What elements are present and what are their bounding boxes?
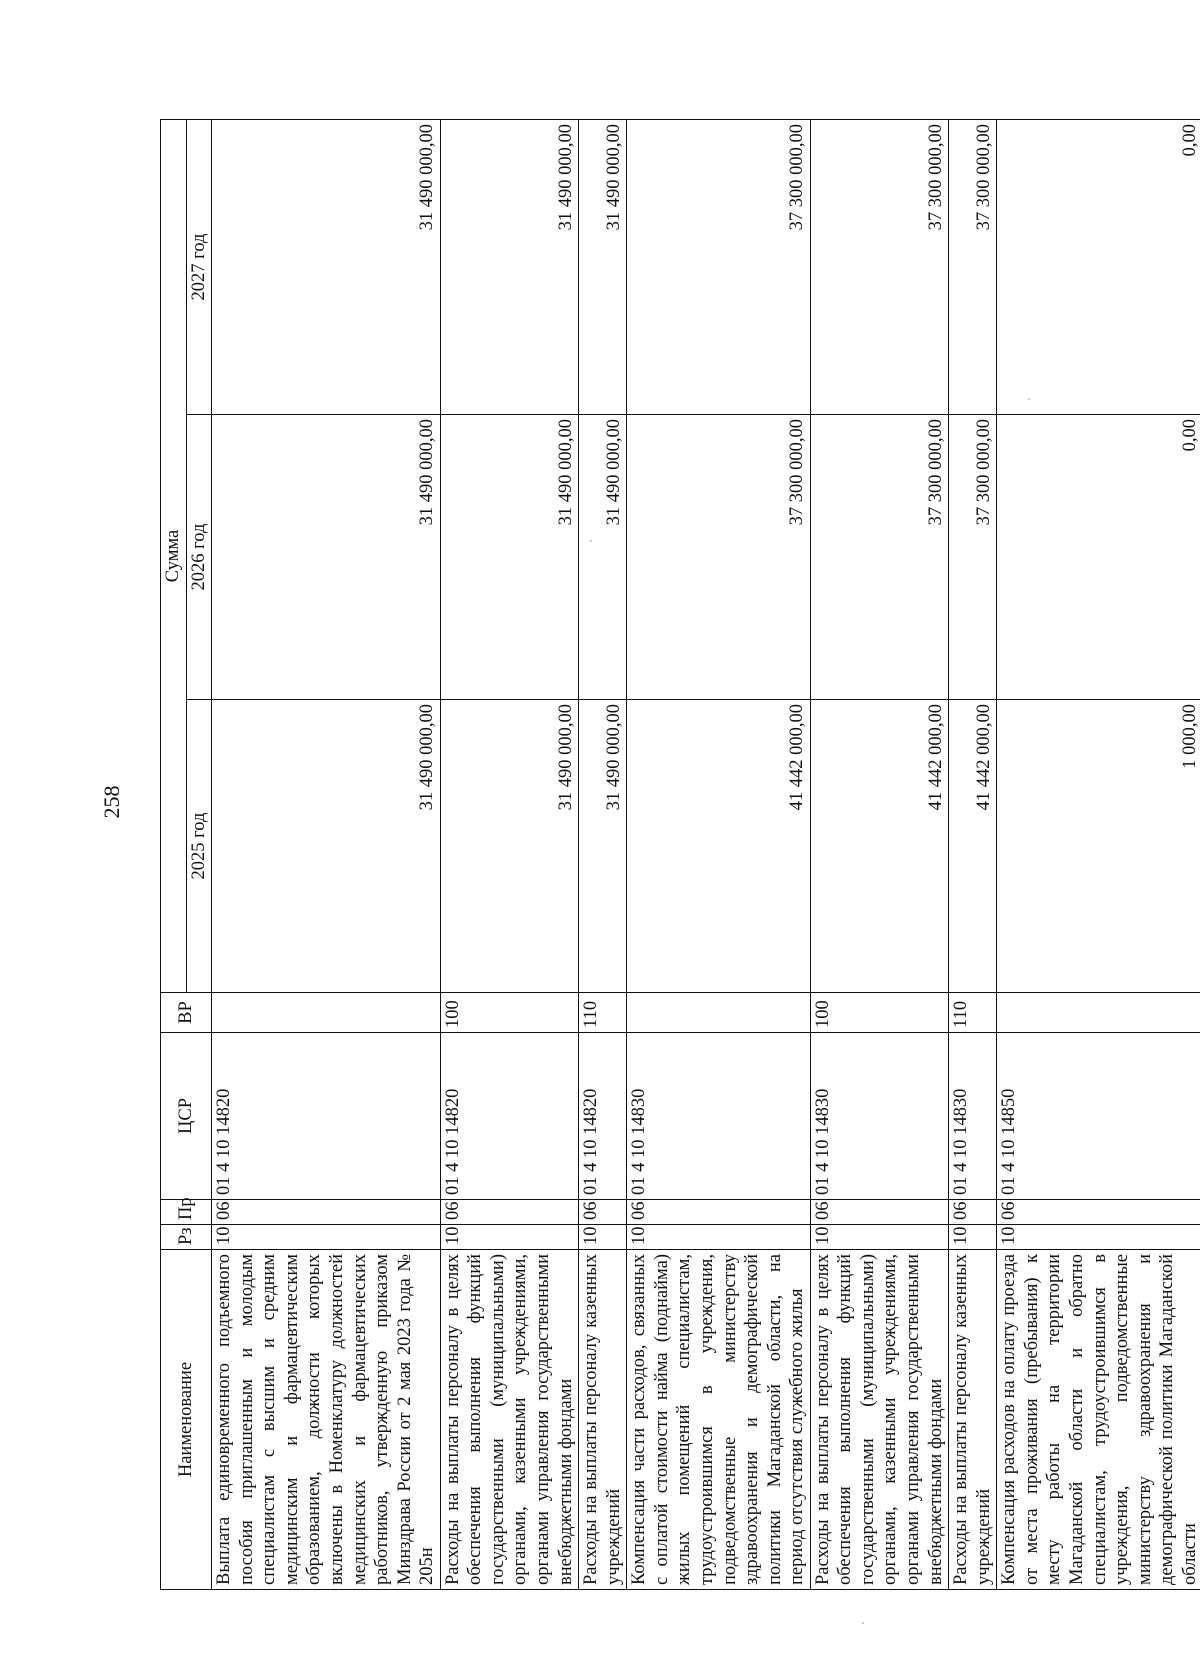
row-amount-2027: 31 490 000,00: [440, 119, 578, 414]
table-row: [212, 119, 441, 1589]
row-pr: 06: [949, 1200, 997, 1225]
row-pr: 06: [440, 1200, 578, 1225]
row-rz: 10: [440, 1225, 578, 1250]
row-name: Компенсация расходов на оплату проезда от места проживания (пребывания) к месту работы на территории Магаданской области и обратно специалистам, трудоустроившимся в учреждения, подведомственные министерству здравоохранения и демографической политики Магаданской области: [997, 1250, 1200, 1590]
row-csr: 01 4 10 14820: [440, 1033, 578, 1200]
row-csr: 01 4 10 14830: [810, 1033, 948, 1200]
row-amount-2027: 37 300 000,00: [627, 119, 811, 414]
row-amount-2025: 41 442 000,00: [627, 700, 811, 993]
row-amount-2026: 31 490 000,00: [440, 415, 578, 700]
row-pr: 06: [579, 1200, 627, 1225]
row-pr: 06: [997, 1200, 1200, 1225]
row-amount-2026: 37 300 000,00: [627, 415, 811, 700]
row-amount-2027: 31 490 000,00: [212, 119, 441, 414]
row-amount-2025: 41 442 000,00: [949, 700, 997, 993]
table-row: [579, 119, 627, 1589]
header-vr: ВР: [161, 993, 212, 1033]
row-rz: 10: [949, 1225, 997, 1250]
row-vr: 110: [579, 993, 627, 1033]
row-amount-2025: 31 490 000,00: [440, 700, 578, 993]
table-row: [440, 119, 578, 1589]
row-amount-2025: 31 490 000,00: [212, 700, 441, 993]
table-row: [997, 119, 1200, 1589]
header-year-2025: 2025 год: [186, 700, 212, 993]
row-amount-2025: 31 490 000,00: [579, 700, 627, 993]
header-year-2027: 2027 год: [186, 119, 212, 414]
row-amount-2026: 37 300 000,00: [810, 415, 948, 700]
row-csr: 01 4 10 14820: [212, 1033, 441, 1200]
row-name: Расходы на выплаты персоналу в целях обеспечения выполнения функций государственными (муниципальными) органами, казенными учреждениями, органами управления государственными внебюджетными фондами: [810, 1250, 948, 1590]
row-csr: 01 4 10 14820: [579, 1033, 627, 1200]
header-pr: Пр: [161, 1200, 212, 1225]
row-name: Выплата единовременного подъемного пособия приглашенным и молодым специалистам с высшим и средним медицинским и фармацевтическим образованием, должности которых включены в Номенклатуру должностей медицинских и фармацевтических работников, утвержденную приказом Минздрава России от 2 мая 2023 года № 205н: [212, 1250, 441, 1590]
row-amount-2025: 41 442 000,00: [810, 700, 948, 993]
row-pr: 06: [627, 1200, 811, 1225]
header-sum: Сумма: [161, 119, 187, 992]
row-vr: 100: [440, 993, 578, 1033]
row-rz: 10: [579, 1225, 627, 1250]
row-name: Расходы на выплаты персоналу казенных учреждений: [949, 1250, 997, 1590]
row-vr: [997, 993, 1200, 1033]
row-vr: [212, 993, 441, 1033]
row-csr: 01 4 10 14830: [949, 1033, 997, 1200]
row-pr: 06: [212, 1200, 441, 1225]
table-row: [810, 119, 948, 1589]
row-amount-2026: 31 490 000,00: [579, 415, 627, 700]
row-csr: 01 4 10 14830: [627, 1033, 811, 1200]
scan-speck: [862, 1622, 864, 1624]
row-vr: 100: [810, 993, 948, 1033]
row-amount-2027: 37 300 000,00: [810, 119, 948, 414]
table-row: [627, 119, 811, 1589]
page-number: 258: [99, 785, 124, 819]
row-rz: 10: [997, 1225, 1200, 1250]
header-year-2026: 2026 год: [186, 415, 212, 700]
row-rz: 10: [212, 1225, 441, 1250]
row-amount-2027: 31 490 000,00: [579, 119, 627, 414]
row-amount-2027: 0,00: [997, 119, 1200, 414]
row-name: Расходы на выплаты персоналу казенных учреждений: [579, 1250, 627, 1590]
row-vr: [627, 993, 811, 1033]
row-amount-2026: 31 490 000,00: [212, 415, 441, 700]
row-name: Компенсация части расходов, связанных с оплатой стоимости найма (поднайма) жилых помещений специалистам, трудоустроившимся в учреждения, подведомственные министерству здравоохранения и демографической политики Магаданской области, на период отсутствия служебного жилья: [627, 1250, 811, 1590]
table-row: [949, 119, 997, 1589]
row-vr: 110: [949, 993, 997, 1033]
header-rz: Рз: [161, 1225, 212, 1250]
row-amount-2025: 1 000,00: [997, 700, 1200, 993]
row-csr: 01 4 10 14850: [997, 1033, 1200, 1200]
row-amount-2026: 37 300 000,00: [949, 415, 997, 700]
rotated-page-content: [160, 120, 1200, 1590]
header-csr: ЦСР: [161, 1033, 212, 1200]
row-amount-2026: 0,00: [997, 415, 1200, 700]
table-header-row: [161, 119, 187, 1589]
row-amount-2027: 37 300 000,00: [949, 119, 997, 414]
row-rz: 10: [810, 1225, 948, 1250]
row-pr: 06: [810, 1200, 948, 1225]
row-name: Расходы на выплаты персоналу в целях обеспечения выполнения функций государственными (муниципальными) органами, казенными учреждениями, органами управления государственными внебюджетными фондами: [440, 1250, 578, 1590]
header-name: Наименование: [161, 1250, 212, 1590]
budget-table: [160, 119, 1200, 1590]
row-rz: 10: [627, 1225, 811, 1250]
